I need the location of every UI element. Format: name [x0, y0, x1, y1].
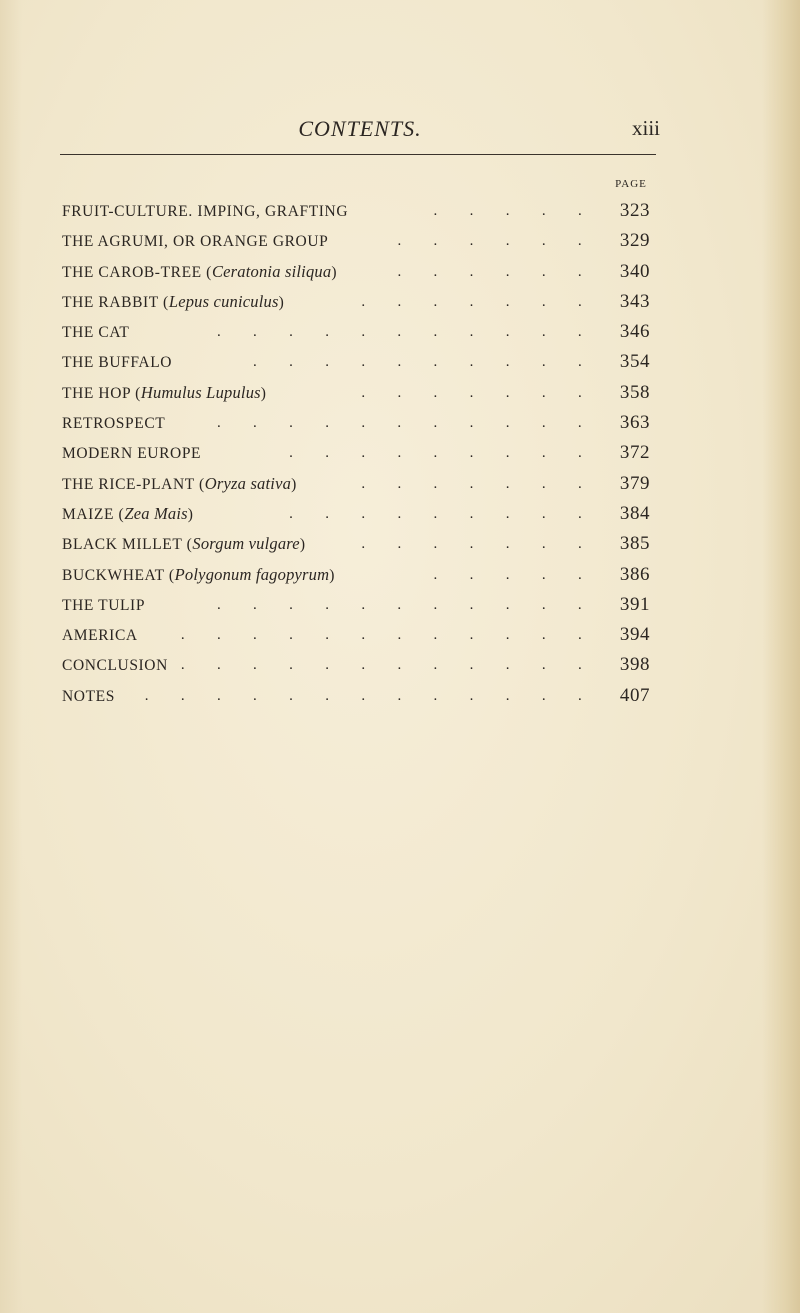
- toc-page-number: 407: [619, 684, 651, 706]
- toc-leader-dots: . . . . . . .: [361, 475, 596, 492]
- toc-entry: [62, 499, 662, 529]
- toc-leader-dots: . . . . . . .: [361, 293, 596, 310]
- page-title: CONTENTS.: [298, 116, 422, 141]
- toc-leader-dots: . . . . . . . . . . .: [216, 596, 596, 613]
- toc-entry-title: RETROSPECT: [62, 415, 166, 433]
- toc-entry: [62, 560, 662, 590]
- toc-entry-title: THE TULIP: [62, 596, 146, 614]
- toc-page-number: 391: [619, 593, 651, 615]
- toc-entry-title: THE CAROB-TREE (Ceratonia siliqua): [62, 261, 338, 281]
- toc-entry-title: MODERN EUROPE: [62, 445, 202, 463]
- toc-entry-title: THE RICE-PLANT (Oryza sativa): [62, 473, 297, 493]
- toc-page-number: 385: [619, 533, 651, 555]
- toc-page-number: 394: [619, 624, 651, 646]
- toc-entry-title: THE RABBIT (Lepus cuniculus): [62, 291, 285, 311]
- toc-entry: [62, 378, 662, 408]
- toc-entry: [62, 469, 662, 499]
- toc-entry: [62, 650, 662, 680]
- toc-page-number: 379: [619, 472, 651, 494]
- toc-page-number: 398: [619, 654, 651, 676]
- toc-entry: [62, 590, 662, 620]
- running-header: [60, 116, 660, 150]
- toc-leader-dots: . . . . . . . . . . . .: [180, 627, 596, 644]
- toc-leader-dots: . . . . . . .: [361, 536, 596, 553]
- toc-page-number: 372: [619, 442, 651, 464]
- toc-entry-title: NOTES: [62, 687, 115, 705]
- toc-page-number: 363: [619, 412, 651, 434]
- toc-entry: [62, 196, 662, 226]
- toc-leader-dots: . . . . . . .: [361, 384, 596, 401]
- toc-entry-title: THE AGRUMI, OR ORANGE GROUP: [62, 233, 329, 251]
- header-rule: [60, 154, 656, 155]
- toc-entry-title: THE CAT: [62, 324, 130, 342]
- toc-leader-dots: . . . . . . . . . . .: [216, 415, 596, 432]
- toc-entry: [62, 438, 662, 468]
- toc-entry: [62, 257, 662, 287]
- toc-entry: [62, 226, 662, 256]
- page-gutter-shade: [0, 0, 22, 1313]
- toc-entry-title: BUCKWHEAT (Polygonum fagopyrum): [62, 564, 335, 584]
- page-number-folio: xiii: [631, 116, 660, 140]
- toc-entry: [62, 317, 662, 347]
- toc-entry-title: MAIZE (Zea Mais): [62, 503, 194, 523]
- toc-entry: [62, 287, 662, 317]
- toc-page-number: 384: [619, 502, 651, 524]
- toc-entry: [62, 408, 662, 438]
- toc-entry-title: THE HOP (Humulus Lupulus): [62, 382, 267, 402]
- toc-page-number: 346: [619, 321, 651, 343]
- toc-leader-dots: . . . . . . . . . . . .: [180, 657, 596, 674]
- toc-entry: [62, 347, 662, 377]
- toc-page-number: 340: [619, 260, 651, 282]
- toc-page-number: 386: [619, 563, 651, 585]
- toc-entry-title: FRUIT-CULTURE. IMPING, GRAFTING: [62, 203, 349, 220]
- toc-entry-title: AMERICA: [62, 627, 138, 645]
- toc-leader-dots: . . . . . .: [397, 233, 596, 250]
- toc-page-number: 358: [619, 381, 651, 403]
- page-column-heading: PAGE: [615, 178, 647, 190]
- toc-entry-title: CONCLUSION: [62, 657, 168, 675]
- toc-entry-title: THE BUFFALO: [62, 354, 173, 372]
- toc-page-number: 323: [619, 200, 651, 221]
- toc-page-number: 343: [619, 290, 651, 312]
- toc-entry: [62, 529, 662, 559]
- toc-leader-dots: . . . . . . . . . . .: [216, 324, 596, 341]
- toc-leader-dots: . . . . . . . . . . . . .: [144, 687, 596, 704]
- toc-leader-dots: . . . . . . . . .: [289, 505, 596, 522]
- toc-leader-dots: . . . . . . . . .: [289, 445, 596, 462]
- page-edge-shade: [762, 0, 800, 1313]
- toc-leader-dots: . . . . . .: [397, 263, 596, 280]
- toc-leader-dots: . . . . . . . . . .: [253, 354, 596, 371]
- toc-page-number: 329: [619, 230, 651, 252]
- toc-entry: [62, 620, 662, 650]
- toc-entry-title: BLACK MILLET (Sorgum vulgare): [62, 534, 306, 554]
- toc-entry: [62, 681, 662, 711]
- toc-page-number: 354: [619, 351, 651, 373]
- toc-leader-dots: . . . . .: [433, 566, 596, 583]
- table-of-contents: [62, 196, 662, 711]
- toc-leader-dots: . . . . .: [433, 203, 596, 219]
